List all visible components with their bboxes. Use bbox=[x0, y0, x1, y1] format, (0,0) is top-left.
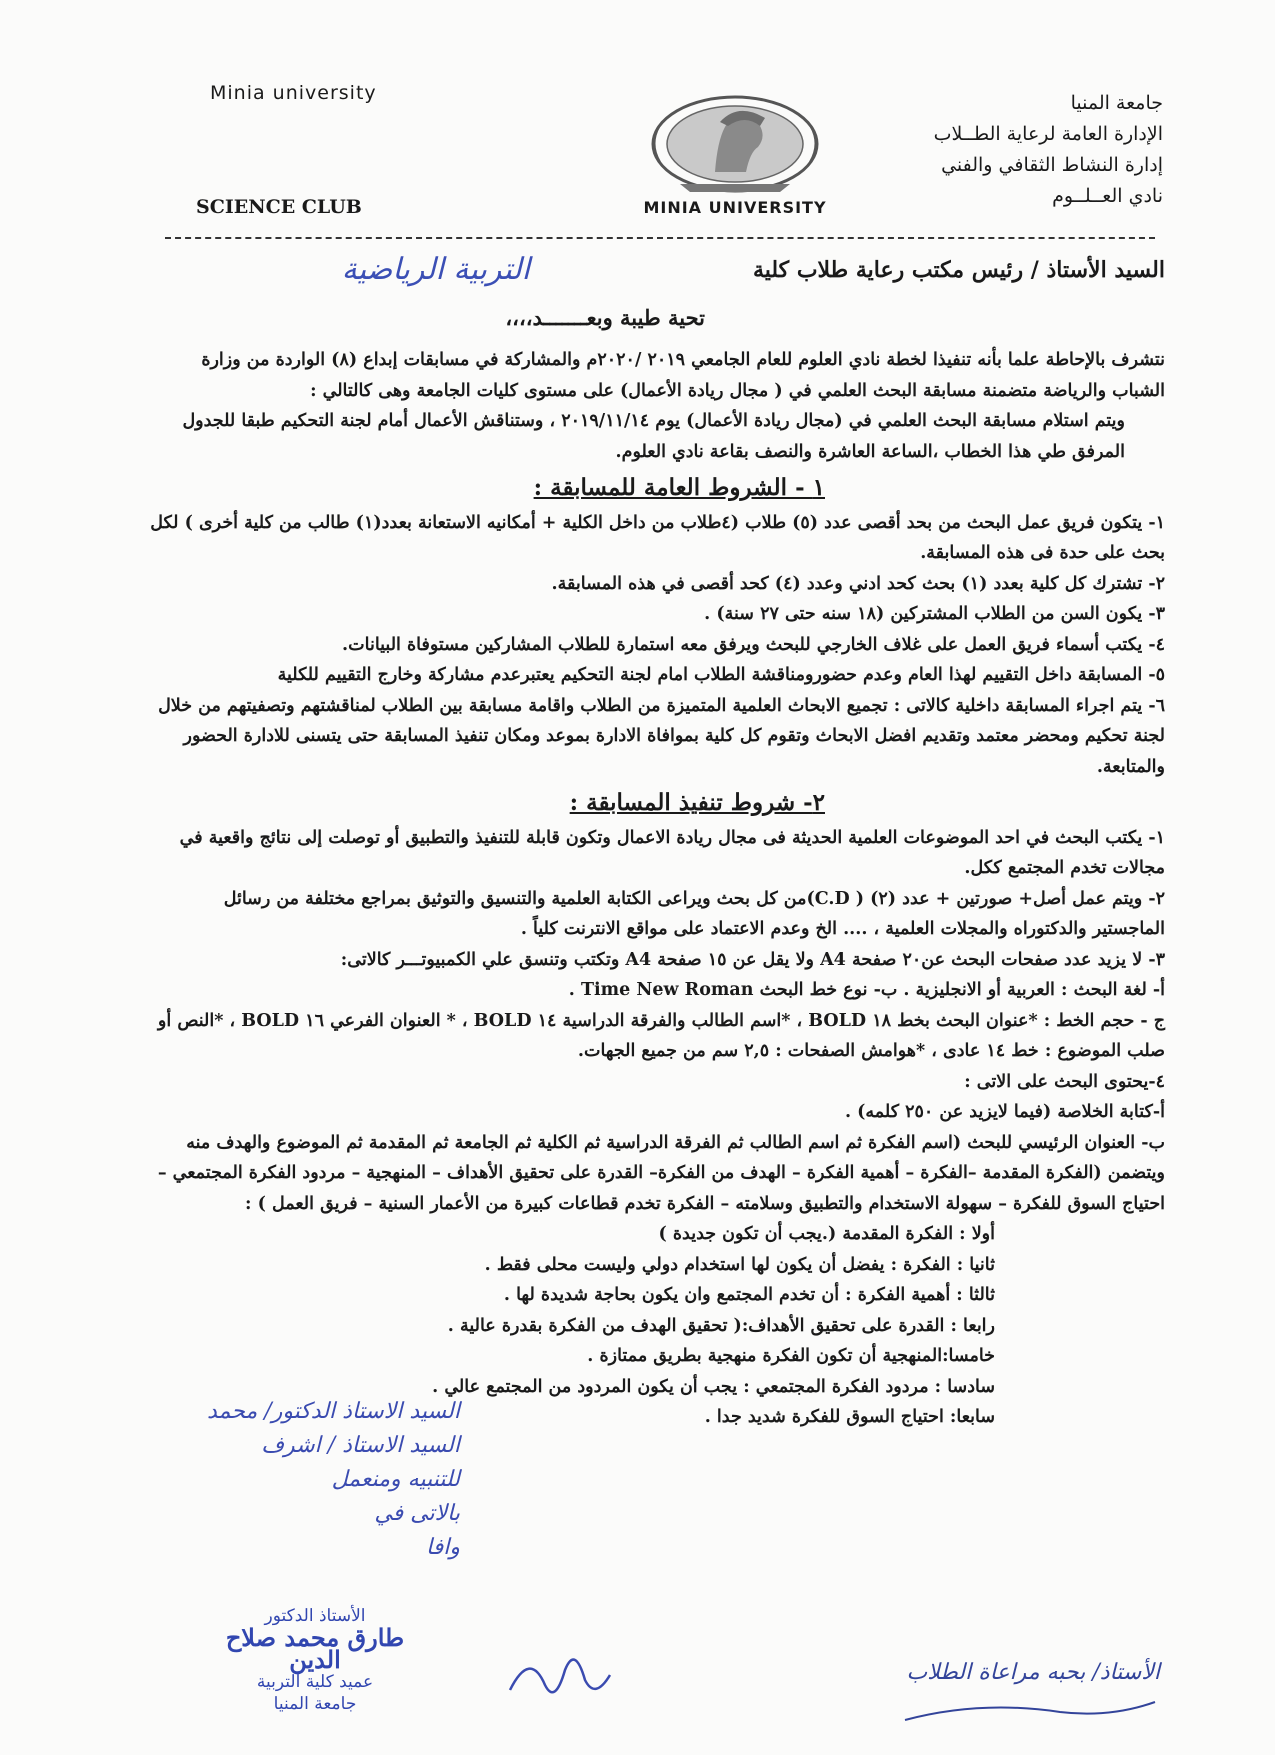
note-line-5: وافا bbox=[426, 1535, 460, 1560]
handwritten-note bbox=[120, 1395, 460, 1565]
point-5: خامسا:المنهجية أن تكون الفكرة منهجية بطريق ممتازة . bbox=[587, 1346, 995, 1366]
university-logo bbox=[620, 92, 850, 217]
header-divider bbox=[165, 237, 1155, 239]
section2-item-4a: أ-كتابة الخلاصة (فيما لايزيد عن ٢٥٠ كلمه) . bbox=[844, 1102, 1165, 1122]
point-6: سادسا : مردود الفكرة المجتمعي : يجب أن يكون المردود من المجتمع عالي . bbox=[432, 1376, 995, 1397]
section1-item-6: ٦- يتم اجراء المسابقة داخلية كالاتى : تجميع الابحاث العلمية المتميزة من الطلاب واقامة مسابقة بين الطلاب لمناقشتهم وتصفيتهم من خلال لجنة تحكيم ومحضر معتمد وتقديم افضل الابحاث وتقوم كل كلية بموافاة الادارة بموعد ومكان تنفيذ المسابقة حتى يتسنى للادارة الحضور والمتابعة. bbox=[158, 695, 1165, 777]
section2-item-1: ١- يكتب البحث في احد الموضوعات العلمية الحديثة فى مجال ريادة الاعمال وتكون قابلة للتنفيذ والتطبيق أو توصلت إلى نتائج واقعية في مجالات تخدم المجتمع ككل. bbox=[179, 827, 1165, 878]
note-line-2: السيد الاستاذ / اشرف bbox=[261, 1433, 460, 1458]
faculty-handwritten: التربية الرياضية bbox=[341, 252, 530, 287]
stamp-title: الأستاذ الدكتور bbox=[264, 1606, 366, 1626]
section2-item-4: ٤-يحتوى البحث على الاتى : bbox=[964, 1071, 1165, 1092]
section2-item-3c: ج - حجم الخط : *عنوان البحث بخط ١٨ BOLD ، *اسم الطالب والفرقة الدراسية ١٤ BOLD ، * العنوان الفرعي ١٦ BOLD ، *النص أو صلب الموضوع : خط ١٤ عادى ، *هوامش الصفحات : ٢,٥ سم من جميع الجهات. bbox=[157, 1010, 1165, 1061]
stamp-role: عميد كلية التربية bbox=[256, 1672, 374, 1692]
section1-item-4: ٤- يكتب أسماء فريق العمل على غلاف الخارجي للبحث ويرفق معه استمارة للطلاب المشاركين مستوفاة البيانات. bbox=[342, 634, 1165, 655]
section1-item-5: ٥- المسابقة داخل التقييم لهذا العام وعدم حضورومناقشة الطلاب امام لجنة التحكيم يعتبرعدم مشاركة وخارج التقييم للكلية bbox=[277, 665, 1165, 685]
signature-underline-icon bbox=[900, 1690, 1160, 1730]
note-line-4: بالاتى في bbox=[374, 1501, 460, 1526]
section1-item-2: ٢- تشترك كل كلية بعدد (١) بحث كحد ادني وعدد (٤) كحد أقصى في هذه المسابقة. bbox=[551, 573, 1165, 594]
section2-item-3a: أ- لغة البحث : العربية أو الانجليزية . ب- نوع خط البحث Time New Roman . bbox=[568, 980, 1165, 1000]
signature-scribble-icon bbox=[500, 1640, 620, 1710]
submission-paragraph: ويتم استلام مسابقة البحث العلمي في (مجال ريادة الأعمال) يوم ٢٠١٩/١١/١٤ ، وستناقش الأعمال أمام لجنة التحكيم طبقا للجدول المرفق طي هذا الخطاب ،الساعة العاشرة والنصف بقاعة نادي العلوم. bbox=[182, 411, 1125, 462]
header-arabic-block bbox=[863, 88, 1163, 212]
point-4: رابعا : القدرة على تحقيق الأهداف:( تحقيق الهدف من الفكرة بقدرة عالية . bbox=[447, 1315, 995, 1336]
logo-caption: MINIA UNIVERSITY bbox=[643, 198, 827, 217]
point-7: سابعا: احتياج السوق للفكرة شديد جدا . bbox=[704, 1407, 995, 1427]
section2-item-3: ٣- لا يزيد عدد صفحات البحث عن٢٠ صفحة A4 ولا يقل عن ١٥ صفحة A4 وتكتب وتنسق علي الكمبيوتـــر كالاتى: bbox=[340, 949, 1165, 970]
handwritten-signature: الأستاذ/ بحبه مراعاة الطلاب bbox=[906, 1660, 1160, 1685]
greeting: تحية طيبة وبعـــــــد،،،، bbox=[505, 305, 705, 330]
note-line-1: السيد الاستاذ الدكتور/ محمد bbox=[207, 1399, 460, 1424]
point-2: ثانيا : الفكرة : يفضل أن يكون لها استخدام دولي وليست محلى فقط . bbox=[484, 1254, 995, 1275]
dean-stamp bbox=[200, 1605, 430, 1715]
letter-body bbox=[150, 345, 1165, 1433]
club-name-latin: SCIENCE CLUB bbox=[196, 196, 362, 218]
salutation: السيد الأستاذ / رئيس مكتب رعاية طلاب كلية bbox=[752, 257, 1165, 283]
point-1: أولا : الفكرة المقدمة (.يجب أن تكون جديدة ) bbox=[658, 1224, 995, 1244]
stamp-university: جامعة المنيا bbox=[273, 1694, 357, 1714]
section1-item-3: ٣- يكون السن من الطلاب المشتركين (١٨ سنه حتى ٢٧ سنة) . bbox=[704, 604, 1165, 624]
section2-item-2: ٢- ويتم عمل أصل+ صورتين + عدد (٢) ( C.D)من كل بحث ويراعى الكتابة العلمية والتنسيق والتوثيق بمراجع مختلفة من رسائل الماجستير والدكتوراه والمجلات العلمية ، .... الخ وعدم الاعتماد على مواقع الانترنت كلياً . bbox=[223, 888, 1165, 939]
logo-seal-icon bbox=[620, 92, 850, 197]
header-line-university: جامعة المنيا bbox=[1070, 92, 1163, 114]
university-name-latin: Minia university bbox=[210, 82, 377, 104]
section2-item-4b: ب- العنوان الرئيسي للبحث (اسم الفكرة ثم اسم الطالب ثم الفرقة الدراسية ثم الكلية ثم الجامعة ثم المقدمة ثم الموضوع والهدف منه ويتضمن (الفكرة المقدمة –الفكرة – أهمية الفكرة – الهدف من الفكرة– القدرة على تحقيق الأهداف – المنهجية – مردود الفكرة المجتمعي –احتياج السوق للفكرة – سهولة الاستخدام والتطبيق وسلامته – الفكرة تخدم قطاعات كبيرة من الأعمار السنية – فريق العمل ) : bbox=[157, 1132, 1165, 1214]
section2-title: ٢- شروط تنفيذ المسابقة : bbox=[569, 789, 825, 816]
stamp-name: طارق محمد صلاح الدين bbox=[225, 1623, 405, 1674]
section1-title: ١ - الشروط العامة للمسابقة : bbox=[533, 474, 825, 501]
header-line-administration: الإدارة العامة لرعاية الطــلاب bbox=[933, 123, 1163, 145]
section1-item-1: ١- يتكون فريق عمل البحث من بحد أقصى عدد (٥) طلاب (٤طلاب من داخل الكلية + أمكانيه الاستعانة بعدد(١) طالب من كلية أخرى ) لكل بحث على حدة فى هذه المسابقة. bbox=[150, 512, 1165, 563]
header-line-club: نادي العــلــوم bbox=[1052, 185, 1163, 207]
note-line-3: للتنبيه ومنعمل bbox=[331, 1467, 460, 1492]
header-line-activity: إدارة النشاط الثقافي والفني bbox=[941, 154, 1163, 176]
intro-paragraph: نتشرف بالإحاطة علما بأنه تنفيذا لخطة نادي العلوم للعام الجامعي ٢٠١٩ /٢٠٢٠م والمشاركة في مسابقات إبداع (٨) الواردة من وزارة الشباب والرياضة متضمنة مسابقة البحث العلمي في ( مجال ريادة الأعمال) على مستوى كليات الجامعة وهى كالتالي : bbox=[201, 350, 1165, 401]
point-3: ثالثا : أهمية الفكرة : أن تخدم المجتمع وان يكون بحاجة شديدة لها . bbox=[503, 1285, 995, 1305]
